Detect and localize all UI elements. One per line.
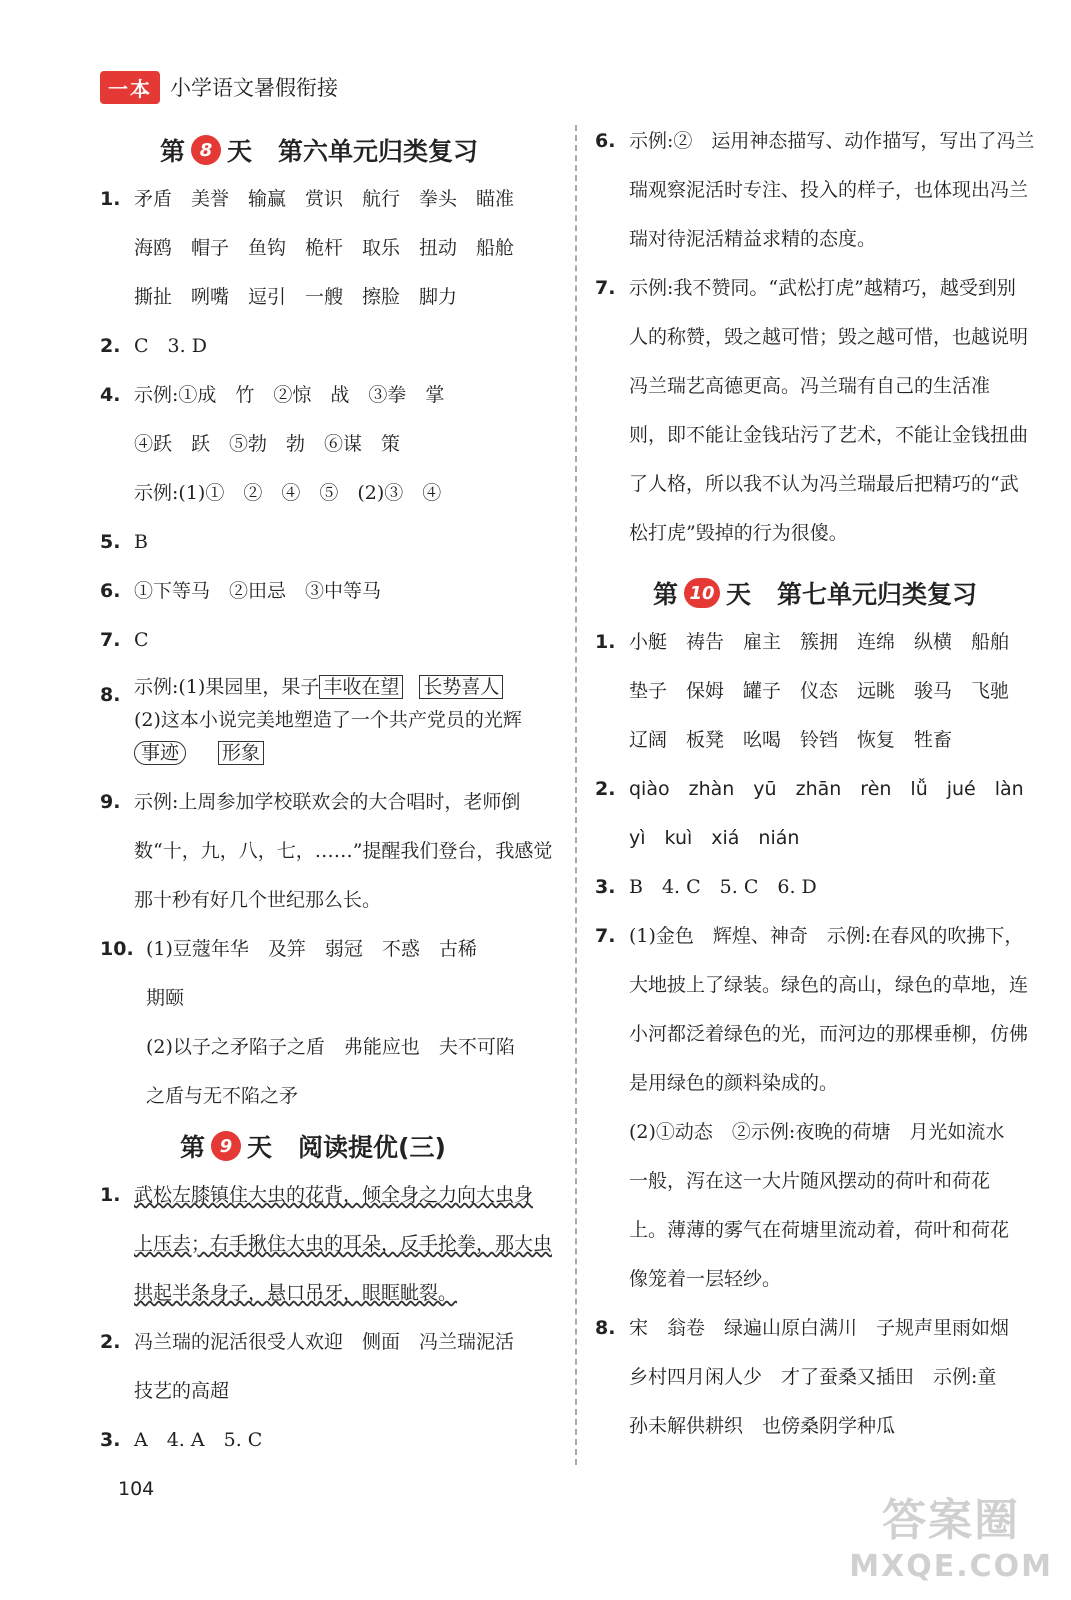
answer-item: 4. 示例:①成 竹 ②惊 战 ③拳 掌 ④跃 跃 ⑤勃 勃 ⑥谋 策 示例:(1)① ② ④ ⑤ (2)③ ④ bbox=[100, 384, 445, 504]
answer-item: 3. B 4. C 5. C 6. D bbox=[595, 876, 817, 898]
answer-item: 7. 示例:我不赞同。“武松打虎”越精巧，越受到别 人的称赞，毁之越可惜；毁之越可惜，也越说明 冯兰瑞艺高德更高。冯兰瑞有自己的生活准 则，即不能让金钱玷污了艺术，不能让金钱扭曲 了人格，所以我不认为冯兰瑞最后把精巧的“武 松打虎”毁掉的行为很傻。 bbox=[595, 277, 1029, 544]
answer-item: 1. 武松左膝镇住大虫的花背，倾全身之力向大虫身 上压去；右手揪住大虫的耳朵，反手抡拳，那大虫 拱起半条身子，悬口吊牙，眼眶眦裂。 bbox=[100, 1184, 553, 1304]
day-badge-8: 8 bbox=[191, 135, 221, 165]
boxed-answer: 形象 bbox=[218, 741, 264, 765]
answer-item: 1. 小艇 祷告 雇主 簇拥 连绵 纵横 船舶 垫子 保姆 罐子 仪态 远眺 骏马 飞驰 辽阔 板凳 吆喝 铃铛 恢复 牲畜 bbox=[595, 631, 1010, 751]
answer-item: 2. 冯兰瑞的泥活很受人欢迎 侧面 冯兰瑞泥活 技艺的高超 bbox=[100, 1331, 515, 1402]
brand-logo: 一本 bbox=[100, 71, 160, 104]
book-title: 小学语文暑假衔接 bbox=[170, 76, 338, 100]
answer-item: 8. 宋 翁卷 绿遍山原白满川 子规声里雨如烟 乡村四月闲人少 才了蚕桑又插田 示例:童 孙未解供耕织 也傍桑阴学种瓜 bbox=[595, 1317, 1010, 1437]
answer-item: 6. 示例:② 运用神态描写、动作描写，写出了冯兰 瑞观察泥活时专注、投入的样子，也体现出冯兰 瑞对待泥活精益求精的态度。 bbox=[595, 130, 1035, 250]
page-number: 104 bbox=[118, 1478, 155, 1500]
day-badge-10: 10 bbox=[684, 578, 720, 608]
answer-item: 5. B bbox=[100, 531, 148, 553]
left-column bbox=[100, 125, 560, 1465]
section-title-day10: 第 10 天 第七单元归类复习 bbox=[653, 580, 978, 609]
day-badge-9: 9 bbox=[211, 1131, 241, 1161]
answer-item: 9. 示例:上周参加学校联欢会的大合唱时，老师倒 数“十，九，八，七，……”提醒我们登台，我感觉 那十秒有好几个世纪那么长。 bbox=[100, 791, 553, 911]
boxed-answer: 丰收在望 bbox=[319, 675, 403, 699]
answer-item: 7. C bbox=[100, 629, 149, 651]
answer-item: 2. qiào zhàn yū zhān rèn lǚ jué làn yì kuì xiá nián bbox=[595, 778, 1024, 849]
boxed-answer: 长势喜人 bbox=[419, 675, 503, 699]
section-title-day9: 第 9 天 阅读提优(三) bbox=[180, 1133, 446, 1162]
watermark-logo: 答案圈 MXQE.COM bbox=[849, 1495, 1053, 1584]
answer-item: 8. 示例:(1)果园里，果子 丰收在望 长势喜人 (2)这本小说完美地塑造了一个共产党员的光辉 事迹 形象 bbox=[100, 676, 522, 764]
column-divider bbox=[575, 125, 577, 1465]
answer-item: 3. A 4. A 5. C bbox=[100, 1429, 263, 1451]
answer-item: 7. (1)金色 辉煌、神奇 示例:在春风的吹拂下， 大地披上了绿装。绿色的高山，绿色的草地，连 小河都泛着绿色的光，而河边的那棵垂柳，仿佛 是用绿色的颜料染成的。 (2)①动态 ②示例:夜晚的荷塘 月光如流水 一般，泻在这一大片随风摆动的荷叶和荷花 上。薄薄的雾气在荷塘里流动着，荷叶和荷花 像笼着一层轻纱。 bbox=[595, 925, 1029, 1290]
answer-item: 10. (1)豆蔻年华 及笄 弱冠 不惑 古稀 期颐 (2)以子之矛陷子之盾 弗能应也 夫不可陷 之盾与无不陷之矛 bbox=[100, 938, 515, 1107]
answer-item: 6. ①下等马 ②田忌 ③中等马 bbox=[100, 580, 382, 602]
section-title-day8: 第 8 天 第六单元归类复习 bbox=[160, 137, 479, 166]
answer-item: 1. 矛盾 美誉 输赢 赏识 航行 拳头 瞄准 海鸥 帽子 鱼钩 桅杆 取乐 扭动 船舱 撕扯 咧嘴 逗引 一艘 擦脸 脚力 bbox=[100, 188, 515, 308]
page-header bbox=[100, 70, 338, 104]
answer-item: 2. C 3. D bbox=[100, 335, 207, 357]
right-column bbox=[595, 125, 1050, 1451]
circled-answer: 事迹 bbox=[134, 741, 186, 765]
